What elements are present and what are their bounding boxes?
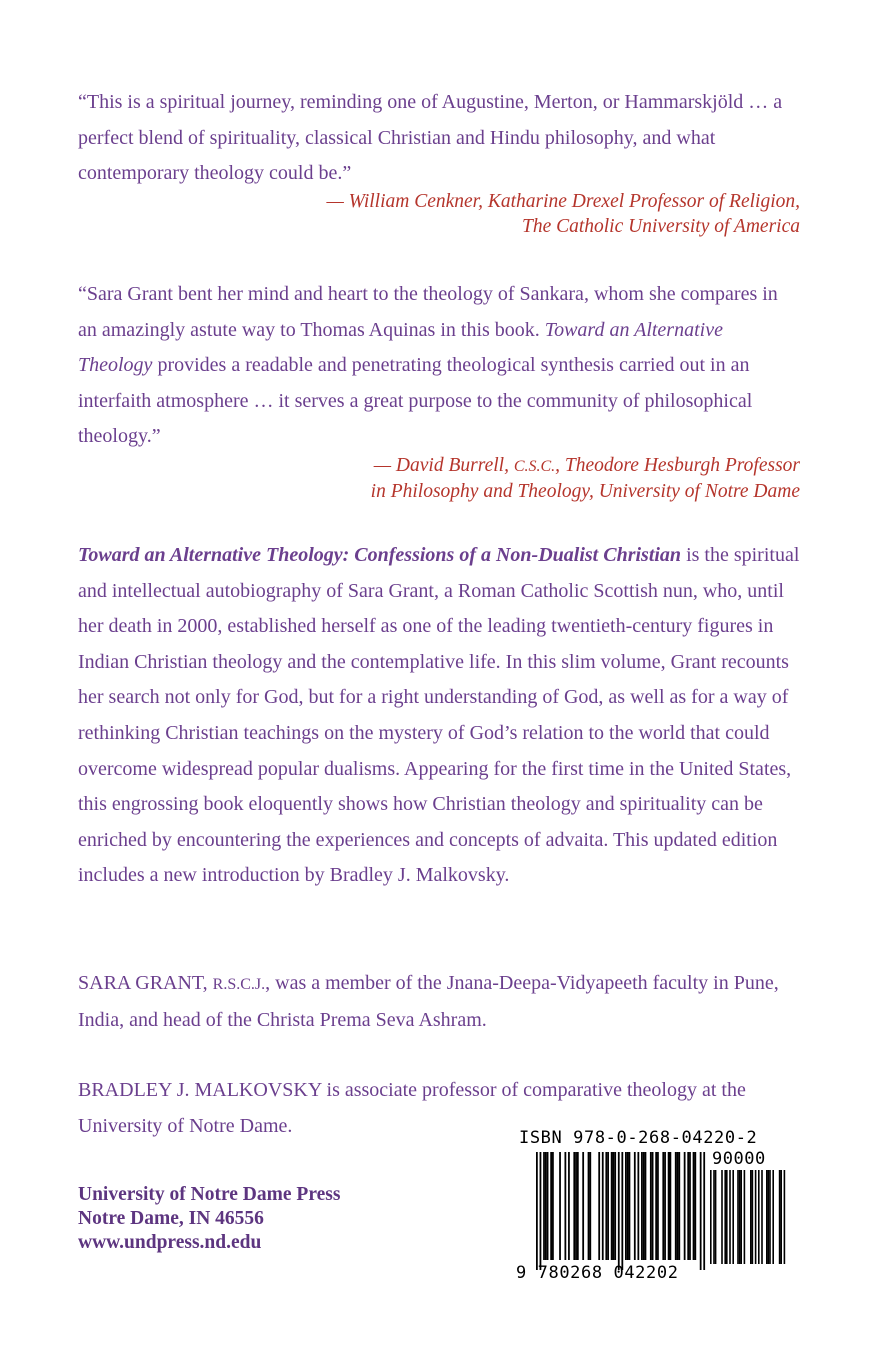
attribution-line-2: The Catholic University of America	[521, 216, 800, 237]
ean-bar	[564, 1152, 566, 1260]
addon-bar	[726, 1170, 728, 1264]
addon-bar	[715, 1170, 717, 1264]
addon-bar	[752, 1170, 754, 1264]
review-quote-1-text: “This is a spiritual journey, reminding one of Augustine, Merton, or Hammarskjöld … a perfect blend of spirituality, classical Christian and Hindu philosophy, and what contemporary theology could be.”	[78, 91, 783, 184]
ean-bar	[618, 1152, 620, 1270]
ean-bar	[598, 1152, 600, 1260]
addon-bar	[739, 1170, 741, 1264]
ean-bar	[641, 1152, 643, 1260]
book-description	[78, 538, 802, 894]
addon-bar	[724, 1170, 726, 1264]
ean-bar	[602, 1152, 604, 1260]
ean-bar	[693, 1152, 695, 1260]
publisher-location: Notre Dame, IN 46556	[78, 1208, 264, 1229]
addon-bar	[761, 1170, 763, 1264]
ean-bar	[637, 1152, 639, 1260]
review-quote-2-text-end: provides a readable and penetrating theological synthesis carried out in an interfaith atmosphere … it serves a great purpose to the community of philosophical theology.”	[78, 354, 753, 447]
book-description-text: is the spiritual and intellectual autobiography of Sara Grant, a Roman Catholic Scottish nun, who, until her death in 2000, established herself as one of the leading twentieth-century figures in Indian Christian theology and the contemplative life. In this slim volume, Grant recounts her search not only for God, but for a right understanding of God, as well as for a way of rethinking Christian teachings on the mystery of God’s relation to the world that could overcome widespread popular dualisms. Appearing for the first time in the United States, this engrossing book eloquently shows how Christian theology and spirituality can be enriched by encountering the experiences and concepts of advaita. This updated edition includes a new introduction by Bradley J. Malkovsky.	[78, 544, 800, 887]
publisher-block	[78, 1183, 340, 1255]
review-quote-2-text-start: “Sara Grant bent her mind and heart to the theology of Sankara, whom she compares in an amazingly astute way to Thomas Aquinas in this book.	[78, 283, 778, 341]
ean-bar	[657, 1152, 659, 1260]
ean-digits-label: 9 780268 042202	[516, 1263, 679, 1283]
ean-bars	[536, 1152, 705, 1270]
publisher-website[interactable]: www.undpress.nd.edu	[78, 1232, 262, 1253]
ean-bar	[694, 1152, 696, 1260]
addon-bar	[732, 1170, 734, 1264]
ean-bar	[700, 1152, 702, 1270]
ean-bar	[629, 1152, 631, 1260]
ean-bar	[625, 1152, 627, 1260]
ean-bar	[577, 1152, 579, 1260]
ean-bar	[621, 1152, 623, 1270]
addon-bar	[740, 1170, 742, 1264]
addon-bar	[780, 1170, 782, 1264]
addon-bar	[758, 1170, 760, 1264]
review-quote-2-attribution	[100, 453, 800, 504]
ean-bar	[605, 1152, 607, 1260]
ean-bar	[573, 1152, 575, 1260]
publisher-name: University of Notre Dame Press	[78, 1184, 341, 1205]
addon-bar	[729, 1170, 731, 1264]
ean-bar	[689, 1152, 691, 1260]
addon-bar	[769, 1170, 771, 1264]
addon-bar	[772, 1170, 774, 1264]
addon-bars	[710, 1170, 785, 1264]
addon-bar	[710, 1170, 712, 1264]
addon-bar	[784, 1170, 786, 1264]
addon-bar	[779, 1170, 781, 1264]
ean-bar	[582, 1152, 584, 1260]
addon-bar	[744, 1170, 746, 1264]
editor-bio-text: BRADLEY J. MALKOVSKY is associate professor of comparative theology at the University of Notre Dame.	[78, 1079, 746, 1137]
author-bio	[78, 966, 802, 1038]
addon-bar	[713, 1170, 715, 1264]
ean-bar	[550, 1152, 552, 1260]
ean-bar	[655, 1152, 657, 1260]
author-order: R.S.C.J.	[212, 976, 266, 993]
attribution-title: , Theodore Hesburgh Professor	[555, 455, 800, 476]
isbn-barcode	[514, 1128, 794, 1288]
ean-bar	[589, 1152, 591, 1260]
ean-bar	[614, 1152, 616, 1260]
review-quote-1-attribution	[100, 189, 800, 239]
price-addon-label: 90000	[712, 1149, 766, 1169]
book-title: Toward an Alternative Theology: Confessions of a Non-Dualist Christian	[78, 544, 682, 566]
ean-bar	[664, 1152, 666, 1260]
ean-bar	[611, 1152, 613, 1260]
ean-bar	[575, 1152, 577, 1260]
ean-bar	[687, 1152, 689, 1260]
ean-bar	[650, 1152, 652, 1260]
ean-bar	[547, 1152, 549, 1260]
attribution-name: — David Burrell,	[373, 455, 514, 476]
ean-bar	[613, 1152, 615, 1260]
attribution-line-1: — William Cenkner, Katharine Drexel Professor of Religion,	[326, 191, 800, 212]
ean-bar	[536, 1152, 538, 1270]
ean-bar	[543, 1152, 545, 1260]
attribution-line-2: in Philosophy and Theology, University of Notre Dame	[370, 481, 800, 502]
ean-bar	[552, 1152, 554, 1260]
ean-bar	[643, 1152, 645, 1260]
author-name: SARA GRANT,	[78, 972, 213, 994]
ean-bar	[588, 1152, 590, 1260]
ean-bar	[540, 1152, 542, 1270]
addon-bar	[750, 1170, 752, 1264]
addon-bar	[755, 1170, 757, 1264]
author-bio-text: , was a member of the Jnana-Deepa-Vidyapeeth faculty in Pune, India, and head of the Christa Prema Seva Ashram.	[78, 972, 779, 1031]
review-quote-1	[78, 85, 800, 192]
ean-bar	[668, 1152, 670, 1260]
ean-bar	[545, 1152, 547, 1260]
review-quote-2	[78, 277, 800, 455]
attribution-line-1	[100, 453, 800, 479]
ean-bar	[645, 1152, 647, 1260]
ean-bar	[627, 1152, 629, 1260]
ean-bar	[634, 1152, 636, 1260]
review-quote-2-book-title: Toward an Alternative Theology	[78, 318, 723, 376]
ean-bar	[607, 1152, 609, 1260]
addon-bar	[737, 1170, 739, 1264]
addon-bar	[766, 1170, 768, 1264]
addon-bar	[768, 1170, 770, 1264]
ean-bar	[670, 1152, 672, 1260]
addon-bar	[721, 1170, 723, 1264]
attribution-order: C.S.C.	[513, 458, 556, 475]
ean-bar	[568, 1152, 570, 1260]
ean-bar	[652, 1152, 654, 1260]
ean-bar	[675, 1152, 677, 1260]
ean-bar	[678, 1152, 680, 1260]
isbn-label: ISBN 978-0-268-04220-2	[519, 1128, 758, 1148]
ean-bar	[684, 1152, 686, 1260]
ean-bar	[703, 1152, 705, 1270]
ean-bar	[677, 1152, 679, 1260]
ean-bar	[662, 1152, 664, 1260]
ean-bar	[559, 1152, 561, 1260]
